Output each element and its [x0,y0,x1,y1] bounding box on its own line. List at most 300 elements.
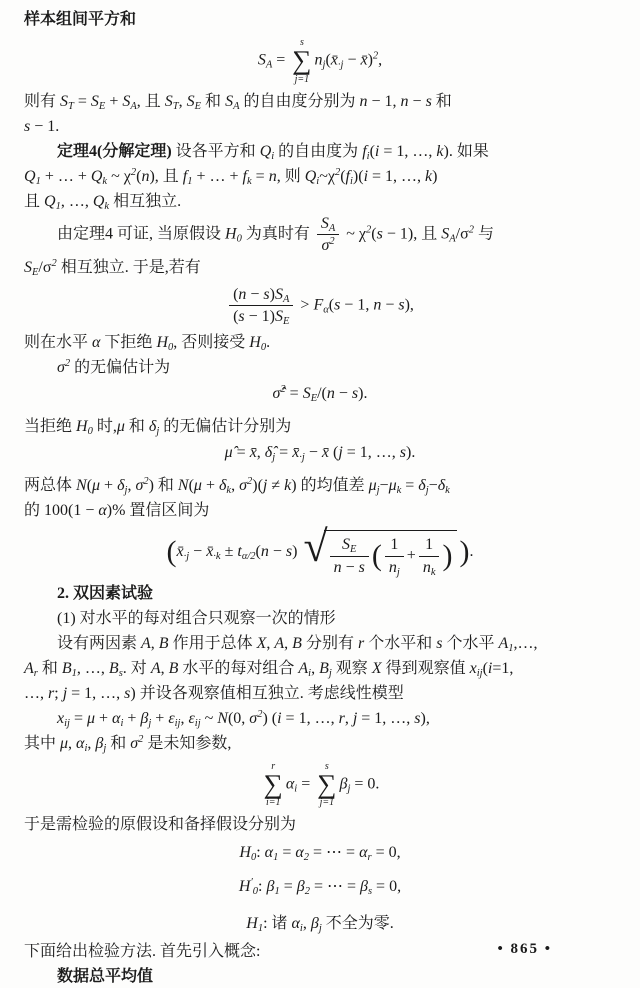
text-line [24,473,616,498]
math-symbol: S [320,214,329,232]
text-run: − 1), 且 [382,225,442,242]
subscript: j [425,485,429,497]
fraction [317,214,339,255]
math-symbol: A [298,659,309,677]
math-symbol: i [363,167,369,185]
text-line [24,631,616,656]
text-run: , [302,915,311,933]
math-symbol: Q [92,192,105,210]
subscript: i [308,667,312,679]
subscript: r [367,852,372,864]
math-symbol: A [141,634,151,652]
math-symbol: β [95,734,104,752]
math-symbol: n [422,558,431,576]
text-run: (1) 对水平的每对组合只观察一次的情形 [57,609,336,627]
subscript: A [130,100,137,112]
subscript: ij [174,717,181,729]
math-symbol: H [239,844,251,862]
text-run: , [256,444,265,462]
text-run: 与 [473,225,494,242]
math-symbol: H [156,334,168,352]
text-run: = [275,444,293,462]
subscript: A [233,100,240,112]
text-run: = [272,51,290,69]
subscript: 1 [257,923,264,935]
text-run: 是未知参数, [143,734,232,752]
subscript: i [294,783,298,795]
subscript: 1 [71,667,77,679]
subscript: j [272,452,276,464]
text-run: = [279,878,297,896]
math-symbol: n [359,92,368,110]
text-run: , [231,477,240,495]
text-run: 的无偏估计分别为 [159,418,292,436]
text-run: − [341,558,359,576]
subscript: 1 [35,175,41,187]
math-symbol: B [61,659,72,677]
fraction [419,535,440,576]
math-symbol: S [90,92,99,110]
math-symbol: n [326,385,335,403]
text-run: , [344,709,353,727]
math-symbol: n [333,558,342,576]
math-symbol: σ [130,734,139,752]
subscript: 1 [273,852,279,864]
text-run: , [266,634,275,652]
text-run: + … + [40,167,91,185]
fraction-numerator [229,285,293,306]
text-run: 和 [201,92,226,110]
text-run: = 1, …, [379,142,437,160]
text-run: 不全为零. [321,915,394,933]
subscript: j [124,485,128,497]
subscript: j [396,566,400,578]
text-run: ( [136,167,142,185]
math-symbol: B [108,659,119,677]
para-hypotheses-intro [24,812,616,837]
math-symbol: s [263,286,270,304]
math-symbol: ε [168,709,175,727]
text-run: 为真时有 [241,225,314,242]
math-symbol: μ̂ [224,444,233,462]
math-symbol: Q [44,192,56,210]
text-run: = 0. [350,775,380,793]
math-symbol: i [487,659,493,677]
subscript: E [194,100,202,112]
text-run: ) [292,543,302,561]
subscript: ij [476,667,483,679]
math-symbol: x [469,659,477,677]
math-symbol: n [260,543,269,561]
text-run: 相互独立. 于是,若有 [56,259,201,277]
text-run: , [180,709,189,727]
math-symbol: s [414,709,421,727]
subscript: k [445,485,450,497]
text-run: = ⋯ = [309,878,360,896]
math-symbol: B [168,659,179,677]
para-unknown-params [24,731,616,756]
math-symbol: B [292,634,302,652]
text-run: − 1. [30,117,60,135]
bold-text: 数据总平均值 [57,968,154,986]
text-run: ( [188,477,194,495]
subscript: E [98,100,106,112]
text-run: ,…, [513,634,538,652]
fraction-numerator [317,214,339,235]
math-symbol: δ [117,477,125,495]
subscript: A [265,59,273,71]
text-run: 于是需检验的原假设和备择假设分别为 [24,816,297,834]
text-run: ( [255,543,261,561]
subscript: r [33,667,38,679]
math-symbol: f [345,167,350,185]
subscript: j [322,59,326,71]
math-symbol: F [313,296,324,314]
math-symbol: s [399,444,407,462]
text-run: ~ χ [107,167,131,185]
text-run: + [100,477,118,495]
para-decomposition-df [24,89,616,139]
subscript: ·j [183,551,190,563]
subscript: A [449,233,456,244]
text-run: ) [269,286,275,304]
para-reject-rule [24,330,616,355]
sum-lower-limit: j=1 [294,73,310,85]
math-symbol: α [285,775,295,793]
math-symbol: α [112,709,121,727]
fraction-denominator [229,306,293,326]
text-line [24,189,616,214]
text-line [24,114,616,139]
math-symbol: σ̂ [272,385,281,403]
text-run: = [73,92,91,110]
text-run: ( [340,167,346,185]
text-run: 下拒绝 [100,334,157,352]
text-run: − 1, [340,296,374,314]
text-run: = 1, …, [357,709,415,727]
math-symbol: β [359,878,368,896]
text-run: = [69,709,87,727]
text-run: : 诸 [263,915,292,933]
subscript: i [316,175,320,187]
formula-mu-delta-hat [24,439,616,473]
formula-linear-model [24,706,616,731]
text-run: − [408,92,426,110]
page-body [24,7,616,988]
math-symbol: s [436,634,443,652]
subscript: i [120,717,124,729]
math-symbol: s [238,308,245,326]
summation-sign [264,761,283,809]
text-run: + [105,92,123,110]
text-run: − [189,543,207,561]
subscript: E [350,544,357,556]
subscript: k [104,200,110,212]
text-line [24,7,616,32]
text-run: 1 [390,536,399,554]
bold-text: 2. 双因素试验 [57,584,154,602]
math-symbol: Q [259,142,272,160]
text-run: − [268,543,286,561]
subscript: A [328,222,336,234]
subscript: 0 [252,886,259,898]
text-run: . [266,334,271,352]
math-symbol: δ [437,477,446,495]
formula-f-test [24,280,616,330]
math-symbol: r [357,634,365,652]
text-run: − [246,286,264,304]
text-run: , …, [76,659,109,677]
text-run: = [285,385,303,403]
formula-hypotheses [24,837,616,939]
math-symbol: A [498,634,509,652]
text-run: ( [233,286,239,304]
math-symbol: β [296,878,305,896]
text-run: ( [371,539,382,573]
math-symbol: k [436,142,444,160]
math-symbol: n [400,92,409,110]
superscript: 2 [468,224,474,235]
text-run: + [151,709,169,727]
text-run: ( [325,51,331,69]
math-symbol: S [24,259,32,277]
text-run: , [87,734,96,752]
math-symbol: x̄ [330,51,338,69]
text-run: 分别有 [301,634,358,652]
math-symbol: Q [90,167,103,185]
math-symbol: s [285,543,293,561]
text-run: − [379,477,389,495]
superscript: 2 [280,384,286,396]
text-run: ) 的均值差 [291,477,369,495]
text-run: ), [420,709,430,727]
text-run: − 1) [244,308,275,326]
text-line [24,139,616,164]
heading-two-factor [24,581,616,606]
subscript: T [68,100,74,112]
text-run: . [469,543,474,561]
sum-upper-limit: s [324,760,329,772]
summation-sign [317,761,336,809]
math-symbol: σ [239,477,247,495]
math-symbol: S [342,536,351,554]
text-run: = 0, [372,878,402,896]
text-run: = 1, …, [342,444,400,462]
subscript: 0 [260,342,267,354]
text-run: 设各平方和 [171,142,260,160]
text-line [24,606,616,631]
text-run: , [284,634,293,652]
subscript: k [226,485,232,497]
text-run: = 1, …, [67,684,125,702]
text-line [24,706,616,731]
text-run: ( [369,142,375,160]
math-symbol: A [150,659,161,677]
math-symbol: S [274,286,283,304]
superscript: 2 [143,476,149,488]
superscript: 2 [257,708,263,720]
subscript: i [299,923,303,935]
fraction [229,285,293,326]
text-run: /σ [38,259,52,277]
subscript: j [103,742,107,754]
subscript: i [84,742,88,754]
text-run: , 且 [136,92,165,110]
text-run: ) [442,539,453,573]
superscript: 2 [138,733,144,745]
text-run: 由定理4 可证, 当原假设 [57,225,226,242]
text-run: , …, [60,192,93,210]
math-symbol: r [338,709,345,727]
math-symbol: H [225,225,237,242]
text-run: + [406,547,416,565]
text-run: 个水平 [442,634,499,652]
math-symbol: s [24,117,31,135]
text-run: (0, [227,709,250,727]
math-symbol: S [164,92,173,110]
para-when-reject [24,414,616,439]
subscript: E [282,316,290,328]
subscript: ·k [213,551,221,563]
text-run: 的自由度为 [274,142,363,160]
text-run: 其中 [24,734,61,752]
math-symbol: S [60,92,69,110]
math-symbol: N [217,709,228,727]
text-run: = [297,775,315,793]
sum-lower-limit: j=1 [319,797,335,809]
fraction [385,535,404,576]
fraction-denominator [330,557,369,577]
subscript: α [323,304,329,316]
math-symbol: s [376,225,383,242]
text-run: 当拒绝 [24,418,77,436]
fraction [330,535,369,576]
fraction-denominator [317,235,339,255]
text-run: 下面给出检验方法. 首先引入概念: [24,943,261,961]
math-symbol: β [266,878,275,896]
text-line [24,89,616,114]
bold-text: 定理4(分解定理) [57,142,172,160]
subscript: j [328,667,332,679]
fraction-numerator [385,535,404,556]
math-symbol: μ [60,734,69,752]
text-run: 设有两因素 [57,634,142,652]
text-run: 时, [92,418,117,436]
text-line [24,355,616,380]
text-run: ~χ [319,167,335,185]
subscript: A [282,294,290,306]
text-run: ). [358,385,368,403]
subscript: 0 [87,426,93,438]
subscript: 1 [274,886,280,898]
text-run: = ⋯ = [309,844,360,862]
superscript: 2 [366,224,372,235]
text-run: ), [404,296,414,314]
math-symbol: n [238,286,247,304]
text-line [24,581,616,606]
math-symbol: s [351,385,359,403]
subscript: i [366,150,370,162]
text-run: ) [459,535,470,569]
math-symbol: x̄ [292,444,300,462]
text-run: . 对 [122,659,151,677]
math-symbol: H [238,878,251,896]
text-run: + [95,709,113,727]
text-run: 水平的每对组合 [178,659,299,677]
subscript: k [102,175,108,187]
math-symbol: j [62,684,68,702]
text-run: = [251,167,269,185]
text-line [24,681,616,706]
text-run: 和 [431,92,452,110]
math-symbol: H [249,334,261,352]
text-line [24,164,616,189]
text-run: )( [352,167,364,185]
superscript: 2 [64,358,71,370]
math-symbol: μ [86,709,96,727]
text-run: )( [252,477,263,495]
text-run: , 否则接受 [173,334,250,352]
subscript: α/2 [241,551,256,563]
math-symbol: f [182,167,188,185]
superscript: 2 [246,476,253,488]
math-symbol: i [374,142,380,160]
math-symbol: H [246,915,258,933]
formula-line [24,871,616,905]
math-symbol: X [371,659,382,677]
formula-confidence-interval [24,523,616,580]
subscript: 1 [55,200,61,212]
text-run: + … + [192,167,243,185]
radicand [324,530,458,576]
subscript: 0 [168,342,174,354]
math-symbol: δ̂ [264,444,273,462]
subscript: E [310,393,318,405]
text-run: ( [482,659,488,677]
math-symbol: H [76,418,88,436]
text-run: ( [371,225,377,242]
formula-line [24,837,616,871]
math-symbol: S [186,92,195,110]
formula-sum-constraints [24,756,616,813]
text-run: , [160,659,169,677]
math-symbol: σ [321,236,330,254]
superscript: ′ [250,877,253,889]
para-by-theorem4 [24,214,616,280]
summation-sign [292,37,311,85]
text-run: 和 [37,659,62,677]
text-run: ( [328,444,339,462]
fraction-denominator [385,557,404,577]
text-run: 两总体 [24,477,77,495]
text-run: ) [432,167,438,185]
math-symbol: x̄ [206,543,214,561]
text-run: …, [24,684,48,702]
math-symbol: μ [92,477,101,495]
text-run: 1 [425,536,434,554]
superscript: 2 [372,50,379,62]
text-run: ( [233,308,239,326]
text-run: ( [86,477,93,495]
text-line [24,656,616,681]
math-symbol: x [57,709,65,727]
sum-upper-limit: r [271,760,276,772]
text-run: = [401,477,419,495]
text-run: 则有 [24,92,61,110]
math-symbol: α [291,915,300,933]
formula-line [24,32,616,89]
text-run: ( [166,535,177,569]
